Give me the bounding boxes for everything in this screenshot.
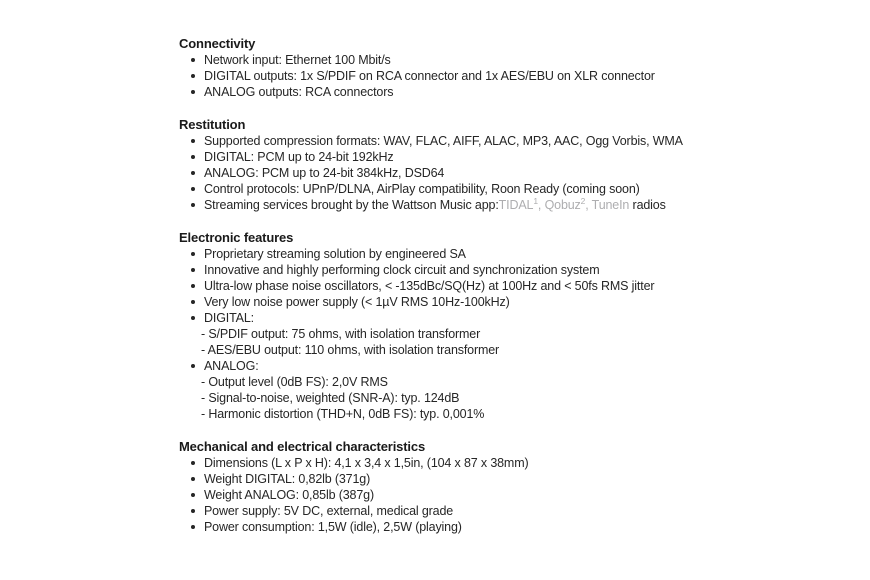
spec-subitem (179, 326, 739, 342)
spec-item (179, 358, 739, 374)
spec-text: - Output level (0dB FS): 2,0V RMS (201, 375, 388, 389)
spec-item (179, 310, 739, 326)
spec-text: Power supply: 5V DC, external, medical grade (204, 504, 454, 518)
spec-text: - S/PDIF output: 75 ohms, with isolation transformer (201, 327, 481, 341)
spec-text: Power consumption: 1,5W (idle), 2,5W (playing) (204, 520, 462, 534)
spec-text: Ultra-low phase noise oscillators, < -135dBc/SQ(Hz) at 100Hz and < 50fs RMS jitter (204, 279, 655, 293)
spec-subitem (179, 406, 739, 422)
spec-text: - AES/EBU output: 110 ohms, with isolation transformer (201, 343, 500, 357)
spec-text: , (585, 198, 592, 212)
spec-item (179, 84, 739, 100)
spec-section (179, 36, 739, 100)
spec-item (179, 487, 739, 503)
section-title: Connectivity (179, 36, 256, 51)
spec-text: ANALOG: PCM up to 24-bit 384kHz, DSD64 (204, 166, 445, 180)
spec-item (179, 149, 739, 165)
spec-list (179, 133, 739, 213)
spec-text: Network input: Ethernet 100 Mbit/s (204, 53, 391, 67)
spec-text: Control protocols: UPnP/DLNA, AirPlay compatibility, Roon Ready (coming soon) (204, 182, 640, 196)
spec-text: ANALOG: (204, 359, 259, 373)
spec-item (179, 519, 739, 535)
spec-item (179, 52, 739, 68)
spec-text: Streaming services brought by the Wattson Music app: (204, 198, 499, 212)
spec-section (179, 230, 739, 422)
tidal-link[interactable]: TIDAL (498, 198, 534, 212)
footnote-2: 2 (580, 195, 586, 206)
spec-section (179, 439, 739, 535)
spec-text: Supported compression formats: WAV, FLAC, AIFF, ALAC, MP3, AAC, Ogg Vorbis, WMA (204, 134, 683, 148)
spec-item (179, 133, 739, 149)
spec-item (179, 68, 739, 84)
spec-subitem (179, 374, 739, 390)
spec-list (179, 52, 739, 100)
spec-item (179, 246, 739, 262)
spec-item (179, 294, 739, 310)
spec-list (179, 246, 739, 422)
tunein-link[interactable]: TuneIn (591, 198, 630, 212)
section-title: Restitution (179, 117, 246, 132)
spec-text: Proprietary streaming solution by engineered SA (204, 247, 466, 261)
spec-subitem (179, 390, 739, 406)
spec-text: Weight DIGITAL: 0,82lb (371g) (204, 472, 371, 486)
spec-item (179, 181, 739, 197)
spec-item (179, 262, 739, 278)
spec-text: DIGITAL outputs: 1x S/PDIF on RCA connector and 1x AES/EBU on XLR connector (204, 69, 655, 83)
spec-text: Weight ANALOG: 0,85lb (387g) (204, 488, 374, 502)
spec-text: - Harmonic distortion (THD+N, 0dB FS): typ. 0,001% (201, 407, 485, 421)
spec-text: radios (629, 198, 666, 212)
spec-list (179, 455, 739, 535)
spec-item (179, 455, 739, 471)
spec-text: ANALOG outputs: RCA connectors (204, 85, 394, 99)
spec-text: - Signal-to-noise, weighted (SNR-A): typ. 124dB (201, 391, 460, 405)
spec-text: Dimensions (L x P x H): 4,1 x 3,4 x 1,5in, (104 x 87 x 38mm) (204, 456, 529, 470)
spec-item (179, 503, 739, 519)
section-title: Electronic features (179, 230, 294, 245)
qobuz-link[interactable]: Qobuz (544, 198, 581, 212)
spec-section (179, 117, 739, 213)
spec-text: Innovative and highly performing clock circuit and synchronization system (204, 263, 600, 277)
spec-text: , (537, 198, 545, 212)
spec-item (179, 471, 739, 487)
footnote-1: 1 (533, 195, 538, 206)
spec-subitem (179, 342, 739, 358)
section-title: Mechanical and electrical characteristics (179, 439, 426, 454)
spec-text: Very low noise power supply (< 1µV RMS 10Hz-100kHz) (204, 295, 510, 309)
spec-item (179, 165, 739, 181)
spec-sheet (179, 36, 739, 552)
spec-item (179, 278, 739, 294)
spec-item (179, 197, 739, 213)
spec-text: DIGITAL: (204, 311, 254, 325)
spec-text: DIGITAL: PCM up to 24-bit 192kHz (204, 150, 394, 164)
